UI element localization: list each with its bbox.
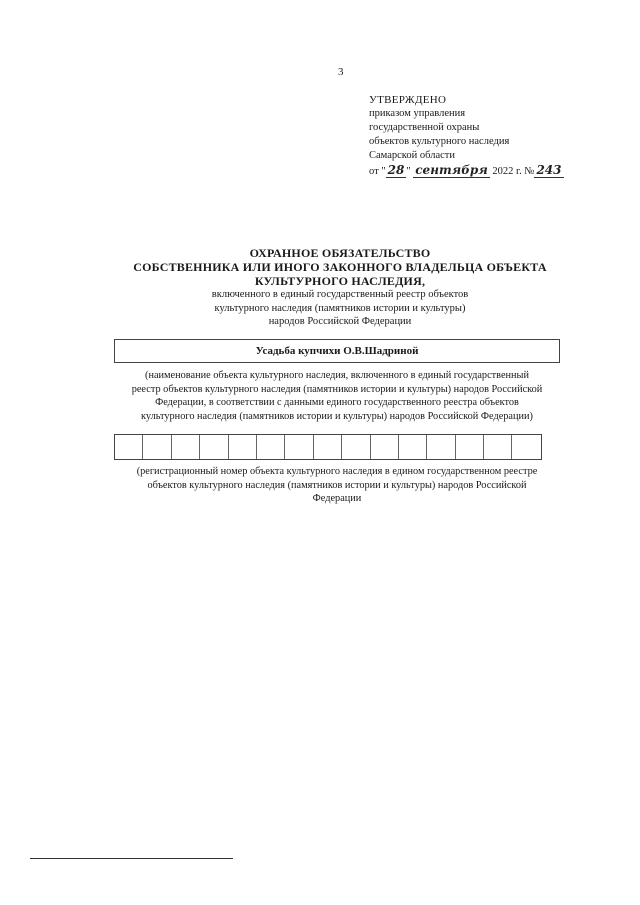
approval-date-line [369, 163, 609, 179]
registration-digit-cell [371, 435, 399, 459]
caption-line: (регистрационный номер объекта культурного наследия в едином государственном реестре [136, 466, 538, 477]
registration-digit-cell [172, 435, 200, 459]
approval-line: приказом управления [369, 108, 466, 119]
approval-stamp [369, 93, 609, 179]
date-year: 2022 г. № [492, 166, 535, 177]
date-prefix: от " [369, 166, 386, 177]
registration-digit-cell [257, 435, 285, 459]
registration-digit-cell [143, 435, 171, 459]
approval-line: Самарской области [369, 150, 455, 161]
footnote-divider [30, 858, 233, 859]
document-title [100, 246, 580, 329]
registration-digit-cell [427, 435, 455, 459]
object-name-field: Усадьба купчихи О.В.Шадриной [114, 339, 560, 363]
registration-digit-cell [399, 435, 427, 459]
registration-digit-cell [200, 435, 228, 459]
caption-line: Федерации, в соответствии с данными единого государственного реестра объектов [155, 397, 519, 408]
caption-line: Федерации [312, 493, 362, 504]
registration-digit-cell [285, 435, 313, 459]
caption-line: объектов культурного наследия (памятников истории и культуры) народов Российской [147, 479, 527, 491]
title-line: ОХРАННОЕ ОБЯЗАТЕЛЬСТВО [249, 246, 431, 260]
caption-line: (наименование объекта культурного наследия, включенного в единый государственный [145, 370, 529, 381]
title-subline: включенного в единый государственный реестр объектов [211, 289, 469, 300]
title-line: СОБСТВЕННИКА ИЛИ ИНОГО ЗАКОННОГО ВЛАДЕЛЬЦА ОБЪЕКТА [133, 260, 547, 274]
title-line: КУЛЬТУРНОГО НАСЛЕДИЯ, [254, 274, 426, 288]
registration-caption [112, 465, 562, 506]
object-name-caption [112, 369, 562, 423]
title-subline: народов Российской Федерации [268, 316, 412, 327]
handwritten-order-number: 243 [536, 163, 562, 177]
handwritten-day: 28 [387, 163, 405, 177]
registration-digit-cell [512, 435, 540, 459]
registration-digit-cell [484, 435, 512, 459]
caption-line: реестр объектов культурного наследия (памятников истории и культуры) народов Российской [131, 383, 543, 395]
registration-digit-cell [115, 435, 143, 459]
approval-line: объектов культурного наследия [369, 136, 510, 147]
registration-digit-cell [314, 435, 342, 459]
registration-digit-cell [456, 435, 484, 459]
caption-line: культурного наследия (памятников истории и культуры) народов Российской Федерации) [141, 410, 533, 422]
registration-number-grid [114, 434, 542, 460]
approval-heading: УТВЕРЖДЕНО [369, 94, 447, 106]
registration-digit-cell [229, 435, 257, 459]
page-number: 3 [338, 66, 344, 78]
title-subline: культурного наследия (памятников истории и культуры) [214, 302, 466, 314]
handwritten-month: сентября [415, 163, 488, 177]
registration-digit-cell [342, 435, 370, 459]
date-quote: " [406, 166, 411, 177]
approval-line: государственной охраны [369, 122, 480, 133]
